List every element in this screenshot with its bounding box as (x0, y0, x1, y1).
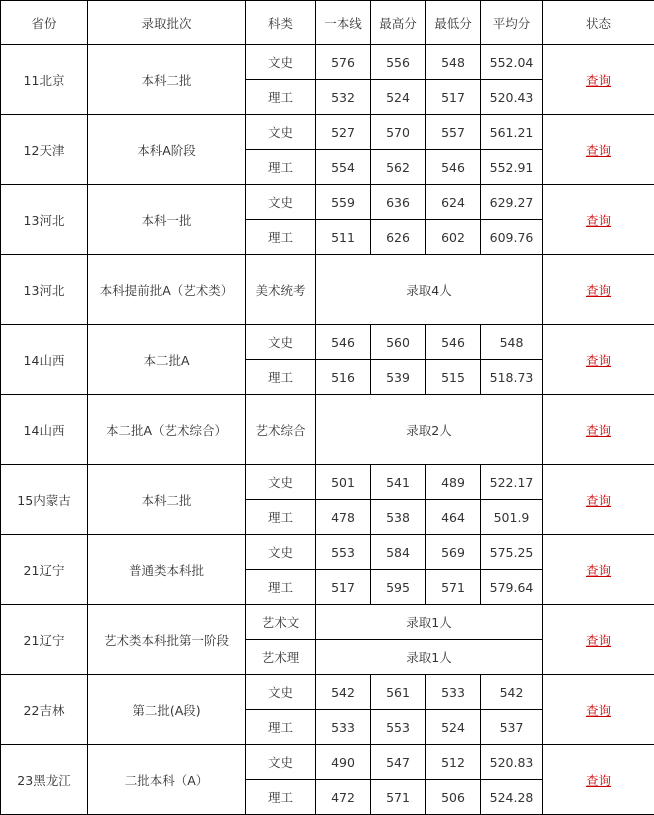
subject-cell: 文史 (246, 465, 316, 500)
table-header-row (1, 1, 654, 45)
max-score-cell: 547 (371, 745, 426, 780)
batch-cell: 普通类本科批 (88, 535, 246, 605)
max-score-cell: 636 (371, 185, 426, 220)
max-score-cell: 553 (371, 710, 426, 745)
table-row (1, 255, 654, 325)
avg-score-cell: 518.73 (481, 360, 543, 395)
subject-cell: 理工 (246, 710, 316, 745)
min-score-cell: 557 (426, 115, 481, 150)
min-score-cell: 624 (426, 185, 481, 220)
status-cell (543, 535, 654, 605)
subject-cell: 文史 (246, 45, 316, 80)
subject-cell: 艺术理 (246, 640, 316, 675)
min-score-cell: 571 (426, 570, 481, 605)
tier-line-cell: 553 (316, 535, 371, 570)
max-score-cell: 595 (371, 570, 426, 605)
subject-cell: 文史 (246, 325, 316, 360)
subject-cell: 理工 (246, 220, 316, 255)
min-score-cell: 548 (426, 45, 481, 80)
province-cell: 15内蒙古 (1, 465, 88, 535)
max-score-cell: 556 (371, 45, 426, 80)
min-score-cell: 464 (426, 500, 481, 535)
table-row (1, 395, 654, 465)
header-province: 省份 (1, 1, 88, 45)
tier-line-cell: 554 (316, 150, 371, 185)
province-cell: 12天津 (1, 115, 88, 185)
status-cell (543, 745, 654, 815)
batch-cell: 本二批A (88, 325, 246, 395)
max-score-cell: 571 (371, 780, 426, 815)
avg-score-cell: 548 (481, 325, 543, 360)
query-link[interactable]: 查询 (586, 493, 611, 508)
tier-line-cell: 576 (316, 45, 371, 80)
avg-score-cell: 537 (481, 710, 543, 745)
table-row (1, 465, 654, 500)
avg-score-cell: 522.17 (481, 465, 543, 500)
avg-score-cell: 561.21 (481, 115, 543, 150)
subject-cell: 理工 (246, 80, 316, 115)
batch-cell: 第二批(A段) (88, 675, 246, 745)
province-cell: 14山西 (1, 395, 88, 465)
admitted-count-cell: 录取4人 (316, 255, 543, 325)
query-link[interactable]: 查询 (586, 423, 611, 438)
min-score-cell: 546 (426, 325, 481, 360)
status-cell (543, 465, 654, 535)
query-link[interactable]: 查询 (586, 633, 611, 648)
max-score-cell: 626 (371, 220, 426, 255)
avg-score-cell: 524.28 (481, 780, 543, 815)
province-cell: 13河北 (1, 255, 88, 325)
header-batch: 录取批次 (88, 1, 246, 45)
avg-score-cell: 542 (481, 675, 543, 710)
min-score-cell: 489 (426, 465, 481, 500)
avg-score-cell: 552.91 (481, 150, 543, 185)
batch-cell: 本二批A（艺术综合） (88, 395, 246, 465)
avg-score-cell: 579.64 (481, 570, 543, 605)
avg-score-cell: 552.04 (481, 45, 543, 80)
status-cell (543, 605, 654, 675)
tier-line-cell: 511 (316, 220, 371, 255)
header-max-score: 最高分 (371, 1, 426, 45)
subject-cell: 文史 (246, 535, 316, 570)
max-score-cell: 560 (371, 325, 426, 360)
query-link[interactable]: 查询 (586, 213, 611, 228)
tier-line-cell: 478 (316, 500, 371, 535)
max-score-cell: 562 (371, 150, 426, 185)
subject-cell: 文史 (246, 185, 316, 220)
status-cell (543, 115, 654, 185)
subject-cell: 理工 (246, 570, 316, 605)
subject-cell: 文史 (246, 745, 316, 780)
subject-cell: 理工 (246, 360, 316, 395)
avg-score-cell: 520.43 (481, 80, 543, 115)
max-score-cell: 538 (371, 500, 426, 535)
table-row (1, 185, 654, 220)
province-cell: 23黑龙江 (1, 745, 88, 815)
min-score-cell: 506 (426, 780, 481, 815)
status-cell (543, 255, 654, 325)
header-avg-score: 平均分 (481, 1, 543, 45)
max-score-cell: 541 (371, 465, 426, 500)
batch-cell: 艺术类本科批第一阶段 (88, 605, 246, 675)
province-cell: 21辽宁 (1, 605, 88, 675)
status-cell (543, 395, 654, 465)
min-score-cell: 512 (426, 745, 481, 780)
min-score-cell: 517 (426, 80, 481, 115)
status-cell (543, 325, 654, 395)
admitted-count-cell: 录取1人 (316, 605, 543, 640)
table-body (1, 45, 654, 815)
table-row (1, 115, 654, 150)
batch-cell: 二批本科（A） (88, 745, 246, 815)
query-link[interactable]: 查询 (586, 143, 611, 158)
query-link[interactable]: 查询 (586, 703, 611, 718)
subject-cell: 美术统考 (246, 255, 316, 325)
province-cell: 21辽宁 (1, 535, 88, 605)
table-row (1, 745, 654, 780)
max-score-cell: 524 (371, 80, 426, 115)
status-cell (543, 45, 654, 115)
subject-cell: 理工 (246, 780, 316, 815)
status-cell (543, 675, 654, 745)
max-score-cell: 584 (371, 535, 426, 570)
subject-cell: 文史 (246, 675, 316, 710)
province-cell: 11北京 (1, 45, 88, 115)
subject-cell: 艺术文 (246, 605, 316, 640)
avg-score-cell: 520.83 (481, 745, 543, 780)
avg-score-cell: 609.76 (481, 220, 543, 255)
subject-cell: 艺术综合 (246, 395, 316, 465)
batch-cell: 本科一批 (88, 185, 246, 255)
min-score-cell: 533 (426, 675, 481, 710)
table-row (1, 45, 654, 80)
province-cell: 13河北 (1, 185, 88, 255)
min-score-cell: 524 (426, 710, 481, 745)
query-link[interactable]: 查询 (586, 283, 611, 298)
min-score-cell: 546 (426, 150, 481, 185)
tier-line-cell: 501 (316, 465, 371, 500)
status-cell (543, 185, 654, 255)
avg-score-cell: 501.9 (481, 500, 543, 535)
min-score-cell: 515 (426, 360, 481, 395)
subject-cell: 理工 (246, 500, 316, 535)
header-tier-line: 一本线 (316, 1, 371, 45)
batch-cell: 本科二批 (88, 465, 246, 535)
tier-line-cell: 516 (316, 360, 371, 395)
admitted-count-cell: 录取2人 (316, 395, 543, 465)
table-row (1, 675, 654, 710)
subject-cell: 文史 (246, 115, 316, 150)
avg-score-cell: 629.27 (481, 185, 543, 220)
province-cell: 22吉林 (1, 675, 88, 745)
table-row (1, 325, 654, 360)
batch-cell: 本科A阶段 (88, 115, 246, 185)
tier-line-cell: 472 (316, 780, 371, 815)
tier-line-cell: 559 (316, 185, 371, 220)
max-score-cell: 561 (371, 675, 426, 710)
avg-score-cell: 575.25 (481, 535, 543, 570)
min-score-cell: 569 (426, 535, 481, 570)
max-score-cell: 570 (371, 115, 426, 150)
batch-cell: 本科二批 (88, 45, 246, 115)
query-link[interactable]: 查询 (586, 353, 611, 368)
table-row (1, 535, 654, 570)
tier-line-cell: 546 (316, 325, 371, 360)
batch-cell: 本科提前批A（艺术类） (88, 255, 246, 325)
query-link[interactable]: 查询 (586, 73, 611, 88)
tier-line-cell: 542 (316, 675, 371, 710)
min-score-cell: 602 (426, 220, 481, 255)
admitted-count-cell: 录取1人 (316, 640, 543, 675)
table-row (1, 605, 654, 640)
province-cell: 14山西 (1, 325, 88, 395)
tier-line-cell: 490 (316, 745, 371, 780)
tier-line-cell: 527 (316, 115, 371, 150)
subject-cell: 理工 (246, 150, 316, 185)
tier-line-cell: 532 (316, 80, 371, 115)
header-subject: 科类 (246, 1, 316, 45)
query-link[interactable]: 查询 (586, 563, 611, 578)
query-link[interactable]: 查询 (586, 773, 611, 788)
max-score-cell: 539 (371, 360, 426, 395)
header-min-score: 最低分 (426, 1, 481, 45)
tier-line-cell: 533 (316, 710, 371, 745)
header-status: 状态 (543, 1, 654, 45)
tier-line-cell: 517 (316, 570, 371, 605)
